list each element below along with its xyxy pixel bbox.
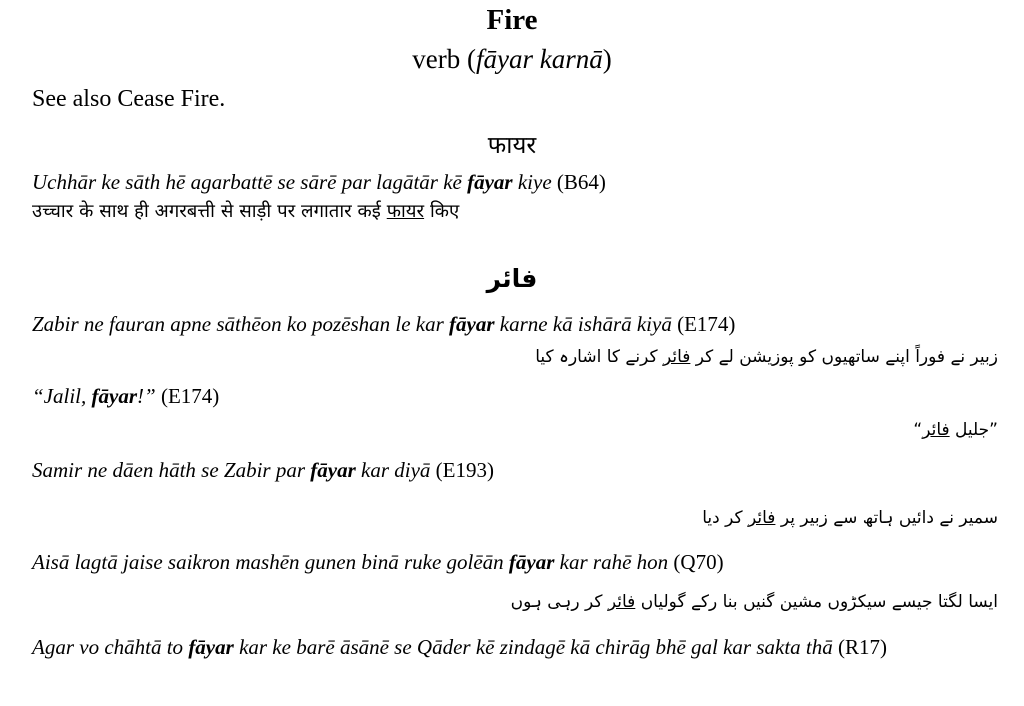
script-text: سمیر نے دائیں ہاتھ سے زبیر پر (775, 508, 998, 528)
source-ref: (E174) (677, 312, 736, 336)
script-text: ایسا لگتا جیسے سیکڑوں مشین گنیں بنا رکے گولیاں (635, 592, 998, 612)
source-ref: (R17) (838, 635, 888, 659)
translit-text: Zabir ne fauran apne sāthēon ko pozēshan le kar (32, 312, 450, 336)
hindi-heading: फायर (487, 131, 537, 159)
script-text: किए (424, 201, 460, 222)
see-also: See also Cease Fire. (32, 86, 226, 112)
translit-text: kar ke barē āsānē se Qāder kē zindagē kā chirāg bhē gal kar sakta thā (233, 635, 839, 659)
keyword: fāyar (188, 635, 234, 659)
example-hindi-script (32, 198, 459, 223)
keyword: fāyar (449, 312, 495, 336)
example-transliteration (32, 633, 996, 662)
part-of-speech (0, 44, 1024, 75)
example-urdu-script (535, 346, 998, 367)
pos-suffix: ) (602, 44, 612, 74)
source-ref: (E174) (160, 384, 220, 408)
keyword: fāyar (310, 458, 356, 482)
translit-text: Uchhār ke sāth hē agarbattē se sārē par lagātār kē (32, 170, 468, 194)
script-text: “ (913, 420, 923, 440)
translit-text: Samir ne dāen hāth se Zabir par (32, 458, 311, 482)
source-ref: (Q70) (673, 550, 724, 574)
translit-text: Agar vo chāhtā to (32, 635, 189, 659)
translit-text: “Jalil, (32, 384, 92, 408)
translit-text: karne kā ishārā kiyā (494, 312, 678, 336)
translit-text: kar rahē hon (554, 550, 674, 574)
script-keyword: فائر (922, 420, 950, 440)
example-transliteration (32, 312, 735, 337)
script-text: زبیر نے فوراً اپنے ساتھیوں کو پوزیشن لے کر (690, 347, 998, 367)
keyword: fāyar (467, 170, 513, 194)
script-keyword: फायर (386, 201, 425, 222)
example-urdu-script (702, 507, 998, 528)
example-transliteration (32, 170, 606, 195)
translit-text: Aisā lagtā jaise saikron mashēn gunen binā ruke golēān (32, 550, 509, 574)
example-urdu-script (511, 591, 998, 612)
script-text: کر دیا (702, 508, 748, 528)
pos-prefix: verb ( (412, 44, 476, 74)
source-ref: (E193) (435, 458, 494, 482)
script-keyword: فائر (662, 347, 691, 367)
translit-text: !” (137, 384, 161, 408)
pos-transliteration: fāyar karnā (475, 44, 603, 74)
script-keyword: فائر (607, 592, 636, 612)
example-transliteration (32, 550, 724, 575)
urdu-heading: فائر (486, 264, 538, 293)
translit-text: kar diyā (355, 458, 436, 482)
entry-title: Fire (486, 4, 538, 36)
script-text: کرنے کا اشارہ کیا (535, 347, 663, 367)
example-transliteration (32, 458, 494, 483)
script-text: ”جلیل (949, 420, 998, 440)
script-keyword: فائر (748, 508, 776, 528)
script-text: کر رہی ہوں (510, 592, 608, 612)
example-transliteration (32, 384, 219, 409)
translit-text: kiye (512, 170, 557, 194)
script-text: उच्चार के साथ ही अगरबत्ती से साड़ी पर लगातार कई (32, 201, 387, 222)
source-ref: (B64) (556, 170, 606, 194)
keyword: fāyar (508, 550, 555, 574)
keyword: fāyar (91, 384, 138, 408)
example-urdu-script (913, 420, 998, 440)
